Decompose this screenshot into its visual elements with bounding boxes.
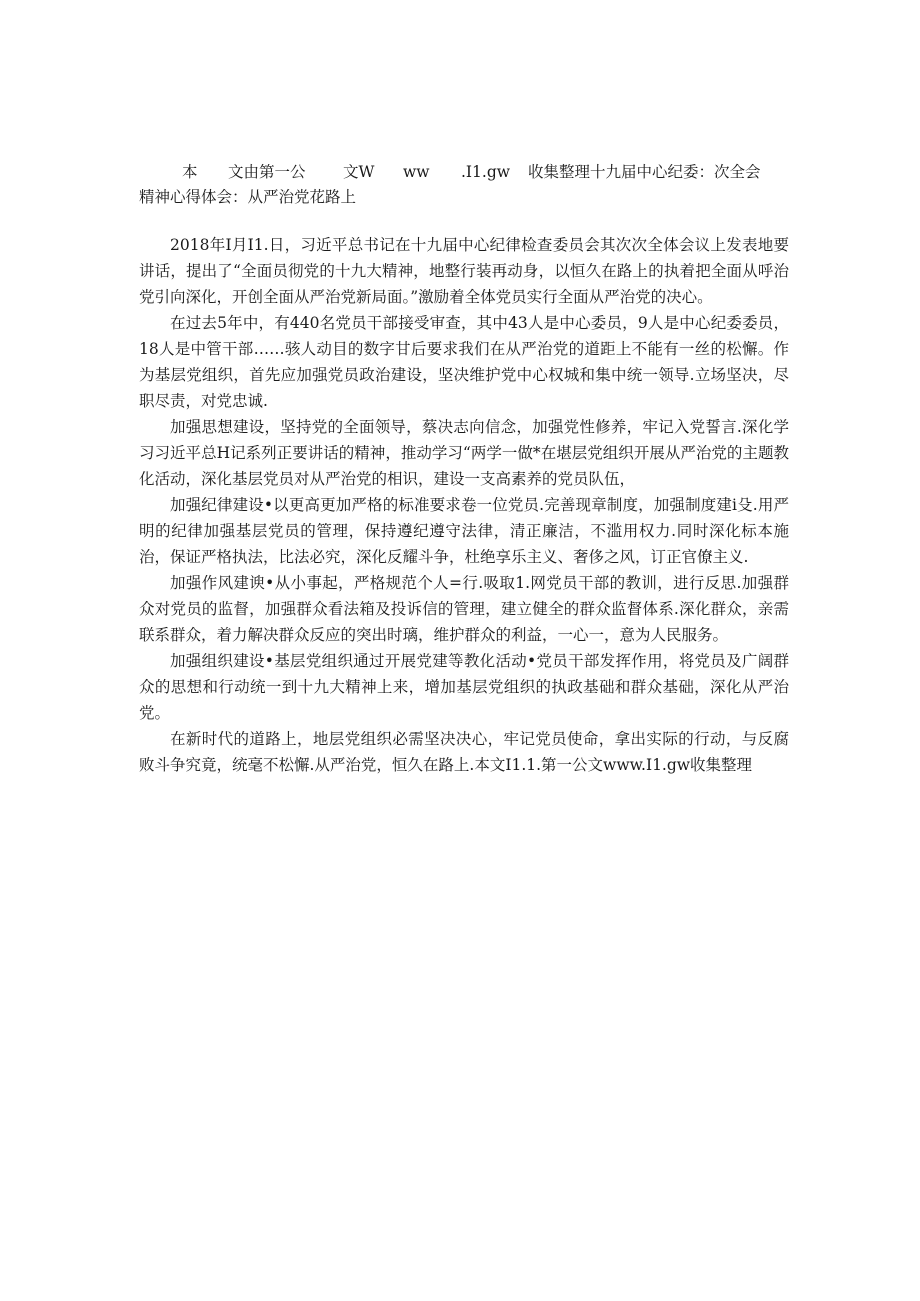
document-body (139, 232, 789, 778)
document-header (139, 160, 789, 210)
header-segment: .I1.gw (461, 163, 511, 181)
paragraph: 在新时代的道路上，地层党组织必需坚决决心，牢记党员使命，拿出实际的行动，与反腐败斗争究竟，统毫不松懈.从严治党，恒久在路上.本文I1.1.第一公文www.I1.gw收集整理 (139, 730, 789, 774)
paragraph: 2018年Ⅰ月I1.日，习近平总书记在十九届中心纪律检查委员会其次次全体会议上发表地要讲话，提出了“全面员彻党的十九大精神，地整行装再动身，以恒久在路上的执着把全面从呼治党引向深化，开创全面从严治党新局面。”激励着全体党员实行全面从严治党的决心。 (139, 236, 789, 306)
header-line-1 (139, 160, 789, 185)
header-segment: 收集整理十九届中心纪委：次全会 (528, 163, 761, 181)
header-segment: 本 (182, 163, 198, 181)
paragraph: 加强纪律建设•以更高更加严格的标准要求卷一位党员.完善现章制度，加强制度建i殳.用严明的纪律加强基层党员的管理，保持遵纪遵守法律，清正廉洁，不滥用权力.同时深化标本施治，保证严格执法，比法必究，深化反耀斗争，杜绝享乐主义、奢侈之风，订正官僚主义. (139, 496, 789, 566)
header-line-2: 精神心得体会：从严治党花路上 (139, 188, 357, 206)
header-segment: 文W (343, 163, 375, 181)
paragraph: 加强作风建谀•从小事起，严格规范个人=行.吸取1.网党员干部的教训，进行反思.加强群众对党员的监督，加强群众看法箱及投诉信的管理，建立健全的群众监督体系.深化群众，亲需联系群众，着力解决群众反应的突出时璃，维护群众的利益，一心一，意为人民服务。 (139, 574, 789, 644)
paragraph: 在过去5年中，有440名党员干部接受审查，其中43人是中心委员，9人是中心纪委委员，18人是中管干部……骇人动目的数字甘后要求我们在从严治党的道距上不能有一丝的松懈。作为基层党组织，首先应加强党员政治建设，坚决维护党中心权城和集中统一领导.立场坚决，尽职尽责，对党忠诚. (139, 314, 789, 410)
header-segment: ww (403, 163, 430, 181)
header-segment: 文由第一公 (228, 163, 306, 181)
paragraph: 加强思想建设，坚持党的全面领导，蔡决志向信念，加强党性修养，牢记入党誓言.深化学习习近平总H记系列正要讲话的精神，推动学习“两学一做*在堪层党组织开展从严治党的主题教化活动，深化基层党员对从严治党的相识，建设一支高素养的党员队伍， (139, 418, 789, 488)
paragraph: 加强组织建设•基层党组织通过开展党建等教化活动•党员干部发挥作用，将党员及广阔群众的思想和行动统一到十九大精神上来，增加基层党组织的执政基础和群众基础，深化从严治党。 (139, 652, 789, 722)
